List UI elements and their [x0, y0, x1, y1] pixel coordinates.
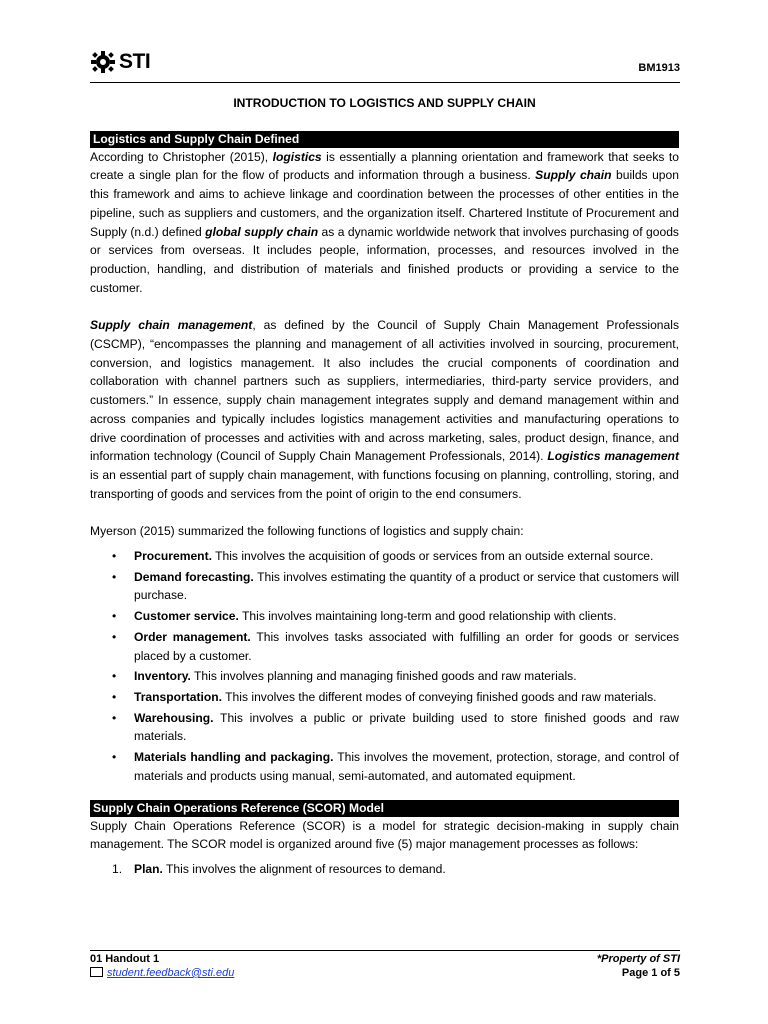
list-item-term: Order management. — [134, 629, 251, 644]
key-term: Logistics management — [547, 449, 679, 464]
document-code: BM1913 — [638, 62, 680, 74]
list-item-term: Demand forecasting. — [134, 569, 254, 584]
list-item-term: Transportation. — [134, 689, 223, 704]
property-label: *Property of STI — [596, 953, 680, 965]
list-item — [90, 547, 679, 566]
page-header — [90, 50, 680, 82]
scor-process-list — [90, 860, 679, 879]
paragraph: Supply chain management, as defined by the Council of Supply Chain Management Professionals (CSCMP), “encompasses the planning and management of all activities involved in sourcing, procurement, conversion, and logistics management. It also includes the crucial components of coordination and collaboration with channel partners such as suppliers, intermediaries, third-party service providers, and customers.” In essence, supply chain management integrates supply and demand management within and across companies and typically includes logistics management activities and manufacturing operations to drive coordination of processes and activities with and across marketing, sales, product design, finance, and information technology (Council of Supply Chain Management Professionals, 2014). Logistics management is an essential part of supply chain management, with functions focusing on planning, controlling, storing, and transporting of goods and services from the point of origin to the end consumers. — [90, 318, 679, 501]
key-term: global supply chain — [205, 224, 319, 239]
list-item — [90, 709, 679, 746]
list-item — [90, 607, 679, 626]
paragraph: According to Christopher (2015), logistics is essentially a planning orientation and framework that seeks to create a single plan for the flow of products and information through a business. Supply chain builds upon this framework and aims to achieve linkage and coordination between the processes of other entities in the pipeline, such as suppliers and customers, and the organization itself. Chartered Institute of Procurement and Supply (n.d.) defined global supply chain as a dynamic worldwide network that involves purchasing of goods or services from overseas. It includes people, information, processes, and resources involved in the production, handling, and distribution of materials and finished products or providing a service to the customer. — [90, 149, 679, 295]
list-item — [90, 667, 679, 686]
list-item-description: This involves maintaining long-term and good relationship with clients. — [238, 609, 617, 624]
list-item — [90, 568, 679, 605]
list-item-term: Plan. — [134, 861, 163, 876]
key-term: Supply chain — [535, 168, 612, 183]
footer-right — [597, 952, 680, 980]
list-item-description: This involves the acquisition of goods or services from an outside external source. — [211, 549, 654, 564]
logo-text: STI — [119, 50, 151, 73]
section-heading: Logistics and Supply Chain Defined — [90, 131, 679, 148]
bullet-icon: • — [112, 689, 117, 704]
list-item-description: This involves the different modes of conveying finished goods and raw materials. — [222, 689, 657, 704]
list-item-description: This involves the movement, protection, storage, and control of materials and products using manual, semi-automated, and automated equipment. — [134, 750, 679, 783]
bullet-icon: • — [112, 629, 117, 644]
list-item — [90, 860, 679, 879]
paragraph: Supply Chain Operations Reference (SCOR) is a model for strategic decision-making in supply chain management. The SCOR model is organized around five (5) major management processes as follows: — [90, 818, 679, 852]
list-item — [90, 688, 679, 707]
document-body — [90, 94, 679, 879]
key-term: Supply chain management — [90, 318, 253, 333]
list-item-term: Procurement. — [134, 549, 212, 564]
list-item-term: Warehousing. — [134, 710, 214, 725]
footer-divider — [90, 950, 680, 951]
handout-label: 01 Handout 1 — [90, 953, 160, 965]
bullet-icon: • — [112, 609, 117, 624]
list-item-description: This involves planning and managing finished goods and raw materials. — [190, 669, 577, 684]
list-item-description: This involves the alignment of resources to demand. — [162, 861, 446, 876]
bullet-icon: • — [112, 669, 117, 684]
key-term: logistics — [272, 149, 322, 164]
feedback-email-link[interactable]: student.feedback@sti.edu — [107, 967, 235, 979]
list-item-description: This involves estimating the quantity of a product or service that customers will purchase. — [134, 569, 680, 603]
page-number: Page 1 of 5 — [621, 967, 680, 979]
document-title: INTRODUCTION TO LOGISTICS AND SUPPLY CHAIN — [233, 96, 536, 110]
list-item — [90, 628, 679, 665]
section-heading: Supply Chain Operations Reference (SCOR) Model — [90, 800, 679, 817]
list-item-term: Inventory. — [134, 669, 191, 684]
bullet-icon: • — [112, 710, 117, 725]
list-item-description: This involves a public or private building used to store finished goods and raw materials. — [134, 710, 679, 744]
list-item-description: This involves tasks associated with fulfilling an order for goods or services placed by a customer. — [134, 629, 679, 663]
list-item-term: Materials handling and packaging. — [134, 750, 334, 765]
list-item — [90, 748, 679, 785]
paragraph: Myerson (2015) summarized the following functions of logistics and supply chain: — [90, 524, 524, 539]
footer-left — [90, 952, 234, 980]
sti-logo — [90, 50, 150, 74]
bullet-icon: • — [112, 569, 117, 584]
list-number: 1. — [112, 861, 123, 876]
bullet-icon: • — [112, 750, 117, 765]
list-item-term: Customer service. — [134, 609, 239, 624]
header-divider — [90, 82, 680, 83]
bullet-icon: • — [112, 549, 117, 564]
gear-icon — [90, 50, 116, 74]
functions-list — [90, 547, 679, 785]
envelope-icon — [90, 967, 103, 977]
